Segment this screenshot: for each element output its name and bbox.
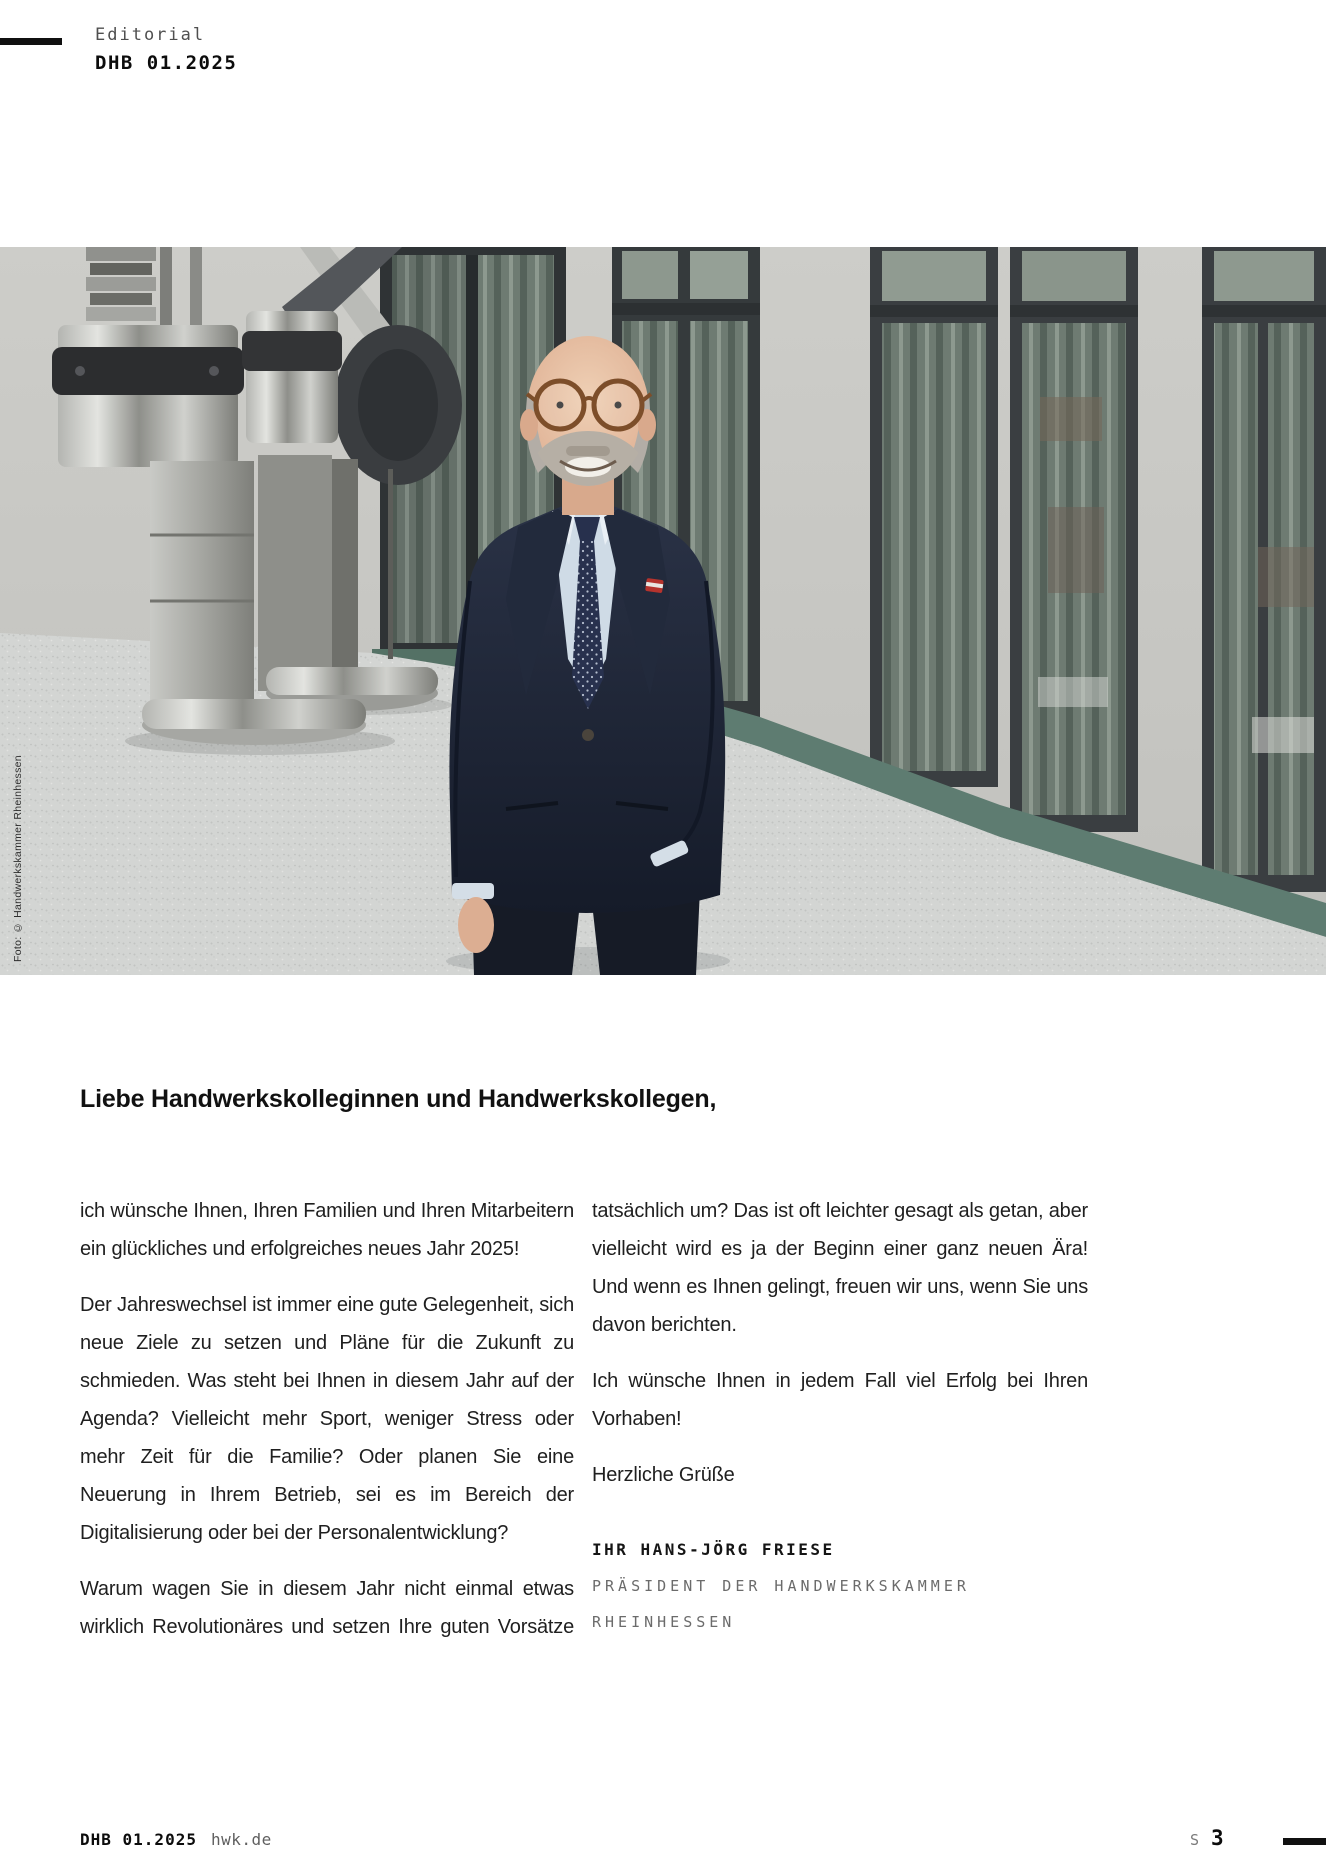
article-heading: Liebe Handwerkskolleginnen und Handwerkskollegen,: [80, 1084, 717, 1113]
photo-credit: Foto: © Handwerkskammer Rheinhessen: [12, 755, 24, 962]
signature-title-line1: PRÄSIDENT DER HANDWERKSKAMMER: [592, 1577, 970, 1596]
paragraph: Herzliche Grüße: [592, 1464, 735, 1486]
signature-block: [592, 1540, 1088, 1631]
paragraph: Der Jahreswechsel ist immer eine gute Gelegenheit, sich neue Ziele zu setzen und Pläne für die Zukunft zu schmieden. Was steht bei Ihnen in diesem Jahr auf der Agenda? Vielleicht mehr Sport, weniger Stress oder mehr Zeit für die Familie? Oder planen Sie eine Neuerung in Ihrem Betrieb, sei es im Bereich der Digitalisierung oder bei der Personalentwicklung?: [80, 1294, 574, 1544]
issue-label: DHB 01.2025: [95, 52, 238, 74]
text-column-right: [592, 1192, 1088, 1649]
paragraph: ich wünsche Ihnen, Ihren Familien und Ihren Mitarbeitern ein glückliches und erfolgreiches neues Jahr 2025!: [80, 1200, 574, 1260]
signature-title-line2: RHEINHESSEN: [592, 1613, 736, 1632]
paragraph: tatsächlich um? Das ist oft leichter gesagt als getan, aber vielleicht wird es ja der Beginn einer ganz neuen Ära! Und wenn es Ihnen gelingt, freuen wir uns, wenn Sie uns davon berichten.: [592, 1200, 1088, 1336]
footer-website-link[interactable]: hwk.de: [210, 1830, 272, 1849]
photo-illustration: [0, 247, 1326, 975]
text-column-left: [80, 1192, 574, 1664]
header-rule: [0, 38, 62, 45]
paragraph: Ich wünsche Ihnen in jedem Fall viel Erfolg bei Ihren Vorhaben!: [592, 1370, 1088, 1430]
signature-name: IHR HANS-JÖRG FRIESE: [592, 1540, 835, 1559]
footer-left: [80, 1830, 272, 1849]
paragraph: Warum wagen Sie in diesem Jahr nicht einmal etwas wirklich Revolutionäres und setzen Ihre guten Vorsätze: [80, 1578, 574, 1638]
page-number: 3: [1211, 1826, 1224, 1850]
page-number-block: [1190, 1826, 1224, 1850]
page-prefix: S: [1190, 1831, 1200, 1849]
red-lapel-pin: [645, 578, 664, 593]
editorial-photo: [0, 247, 1326, 975]
page-header: [95, 25, 237, 74]
section-kicker: Editorial: [95, 25, 206, 45]
footer-rule: [1283, 1838, 1326, 1845]
footer-issue: DHB 01.2025: [80, 1830, 197, 1849]
